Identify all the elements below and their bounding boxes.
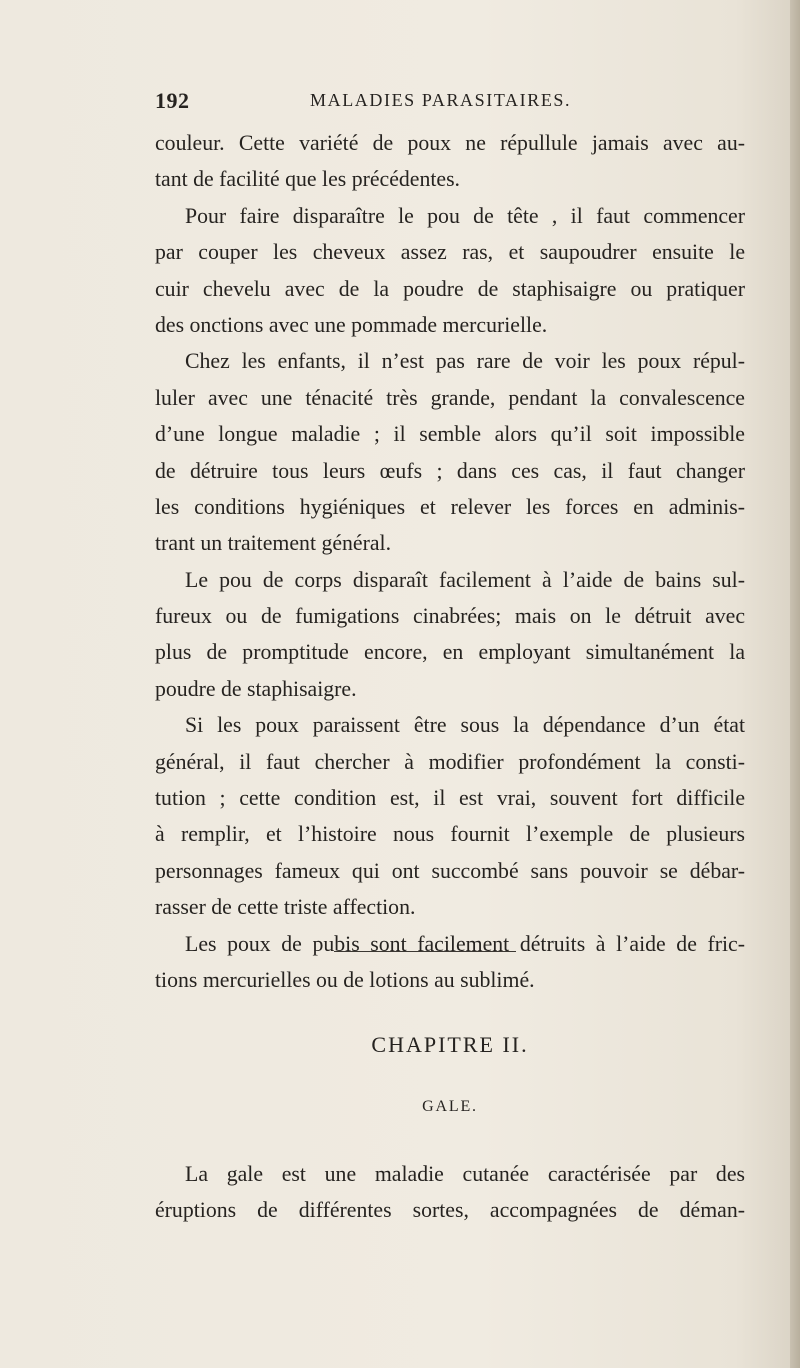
chapter-title: CHAPITRE II. bbox=[371, 1032, 529, 1057]
text-line: par couper les cheveux assez ras, et saupoudrer ensuite le bbox=[155, 240, 745, 265]
text-line: trant un traitement général. bbox=[155, 531, 392, 556]
text-line: à remplir, et l’histoire nous fournit l’exemple de plusieurs bbox=[155, 822, 745, 847]
text-line: Les poux de pubis sont facilement détruits à l’aide de fric- bbox=[185, 931, 745, 956]
body-text bbox=[155, 125, 745, 998]
page-number: 192 bbox=[155, 88, 190, 113]
text-line: tions mercurielles ou de lotions au sublimé. bbox=[155, 967, 535, 992]
running-title: MALADIES PARASITAIRES. bbox=[310, 90, 572, 110]
text-line: de détruire tous leurs œufs ; dans ces cas, il faut changer bbox=[155, 458, 745, 483]
text-line: Pour faire disparaître le pou de tête , il faut commencer bbox=[185, 203, 745, 228]
running-head bbox=[155, 88, 745, 118]
text-line: couleur. Cette variété de poux ne répullule jamais avec au- bbox=[155, 131, 745, 155]
text-line: fureux ou de fumigations cinabrées; mais on le détruit avec bbox=[155, 604, 745, 629]
text-line: personnages fameux qui ont succombé sans pouvoir se débar- bbox=[155, 858, 745, 883]
text-line: tant de facilité que les précédentes. bbox=[155, 167, 461, 192]
text-line: rasser de cette triste affection. bbox=[155, 895, 416, 920]
page-edge bbox=[790, 0, 800, 1368]
text-line: Chez les enfants, il n’est pas rare de voir les poux répul- bbox=[185, 349, 745, 374]
section-divider bbox=[334, 951, 516, 952]
text-line: Si les poux paraissent être sous la dépendance d’un état bbox=[185, 713, 745, 738]
text-line: les conditions hygiéniques et relever les forces en adminis- bbox=[155, 494, 745, 519]
text-line: tution ; cette condition est, il est vrai, souvent fort difficile bbox=[155, 786, 745, 811]
text-line: plus de promptitude encore, en employant simultanément la bbox=[155, 640, 745, 665]
text-line: Le pou de corps disparaît facilement à l’aide de bains sul- bbox=[185, 567, 745, 592]
text-line: général, il faut chercher à modifier profondément la consti- bbox=[155, 749, 745, 774]
text-line: éruptions de différentes sortes, accompagnées de déman- bbox=[155, 1198, 745, 1223]
chapter-body-text bbox=[155, 1156, 745, 1229]
text-line: cuir chevelu avec de la poudre de staphisaigre ou pratiquer bbox=[155, 276, 745, 301]
text-line: poudre de staphisaigre. bbox=[155, 676, 357, 701]
text-line: luler avec une ténacité très grande, pendant la convalescence bbox=[155, 385, 745, 410]
text-line: d’une longue maladie ; il semble alors qu’il soit impossible bbox=[155, 422, 745, 447]
text-line: La gale est une maladie cutanée caractérisée par des bbox=[185, 1162, 745, 1186]
text-line: des onctions avec une pommade mercurielle. bbox=[155, 312, 548, 337]
section-title: GALE. bbox=[422, 1098, 478, 1115]
